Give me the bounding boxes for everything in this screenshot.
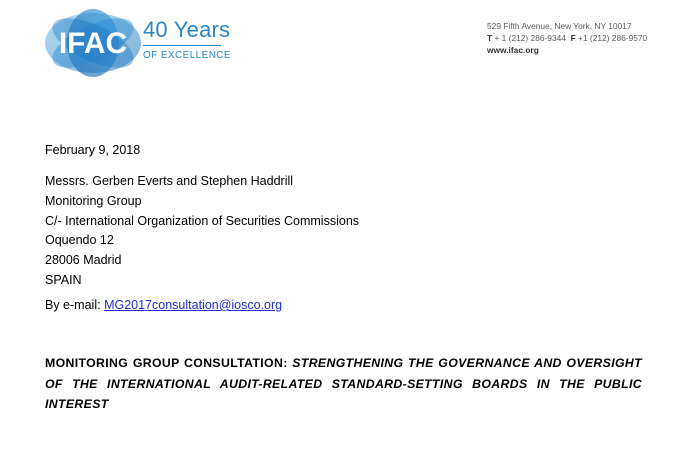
fax-label: F [570,33,576,43]
letter-date: February 9, 2018 [45,143,141,157]
anniversary-mark [143,18,231,62]
recipient-line: Oquendo 12 [45,233,114,248]
years-divider [143,45,221,46]
ifac-logo [43,8,143,78]
years-title: 40 Years [143,17,231,42]
subject-prefix: MONITORING GROUP CONSULTATION: [45,356,288,370]
email-link[interactable]: MG2017consultation@iosco.org [104,298,283,312]
website [487,44,647,56]
phone-number: + 1 (212) 286-9344 [494,33,566,43]
subject-title: STRENGTHENING THE GOVERNANCE AND OVERSIGHT OF THE INTERNATIONAL AUDIT-RELATED STANDARD-SETTING BOARDS IN THE PUBLIC INTEREST [45,356,642,411]
recipient-line: SPAIN [45,272,82,287]
website-text: www.ifac.org [487,45,539,55]
letterhead-address [487,20,647,56]
recipient-line: C/- International Organization of Securities Commissions [45,213,360,228]
recipient-line: 28006 Madrid [45,253,122,268]
years-subtitle: OF EXCELLENCE [143,50,232,61]
logo-text: IFAC [58,27,128,60]
email-prefix: By e-mail: [45,298,101,312]
recipient-line: Monitoring Group [45,193,142,208]
phone-label: T [487,33,493,43]
recipient-line: Messrs. Gerben Everts and Stephen Haddrill [45,174,294,188]
email-line [45,298,282,312]
address-line: 529 Fifth Avenue, New York, NY 10017 [487,21,632,31]
subject-heading [45,353,642,415]
fax-number: +1 (212) 286-9570 [578,33,648,43]
contact-line [487,32,647,44]
recipient-address [45,172,359,291]
